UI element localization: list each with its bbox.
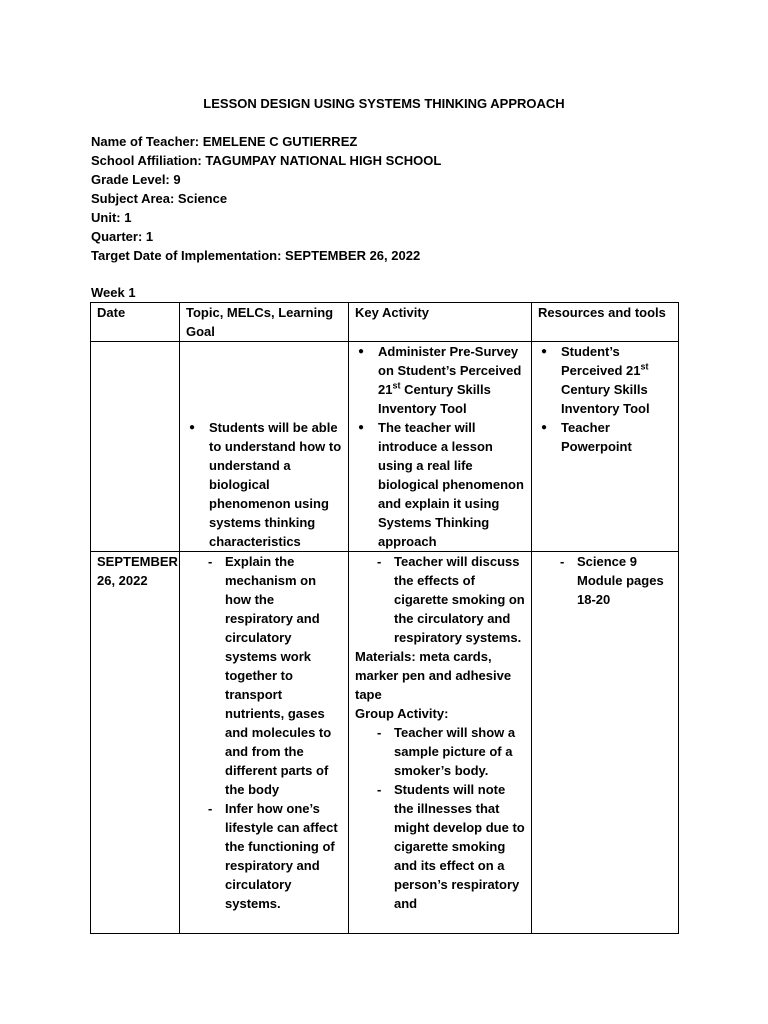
meta-school: School Affiliation: TAGUMPAY NATIONAL HIGH SCHOOL [91,153,442,168]
row1-goal-cell [180,342,349,552]
row1-date-cell [91,342,180,552]
table-header-row [91,303,679,342]
meta-quarter: Quarter: 1 [91,229,154,244]
materials-text: Materials: meta cards, marker pen and adhesive tape [355,649,512,702]
row2-resources-cell [532,552,679,934]
activity-item: ● Administer Pre-Survey on Student’s Perceived 21st Century Skills Inventory Tool [355,342,527,418]
lesson-table [90,302,679,934]
meta-unit: Unit: 1 [91,210,132,225]
meta-target-date: Target Date of Implementation: SEPTEMBER 26, 2022 [91,248,421,263]
row2-melc-cell [180,552,349,934]
meta-grade: Grade Level: 9 [91,172,181,187]
activity-item: - Teacher will discuss the effects of cigarette smoking on the circulatory and respiratory systems. [349,552,527,647]
melc-item: - Explain the mechanism on how the respiratory and circulatory systems work together to transport nutrients, gases and molecules to and from the different parts of the body [180,552,344,799]
document-title: LESSON DESIGN USING SYSTEMS THINKING APPROACH [203,96,565,111]
meta-subject: Subject Area: Science [91,191,228,206]
resource-item: ● Teacher Powerpoint [538,418,674,456]
goal-item: ● Students will be able to understand how to understand a biological phenomenon using systems thinking characteristics [186,418,344,551]
resource-item: ● Student’s Perceived 21st Century Skills Inventory Tool [538,342,674,418]
table-row [91,552,679,934]
lesson-meta [91,132,441,265]
row1-resources-cell [532,342,679,552]
row1-activity-cell [349,342,532,552]
row2-activity-cell [349,552,532,934]
group-activity-label: Group Activity: [355,706,449,721]
resource-item: - Science 9 Module pages 18-20 [532,552,674,609]
row2-date-cell: SEPTEMBER 26, 2022 [91,552,180,934]
header-resources: Resources and tools [532,303,679,342]
header-date: Date [91,303,180,342]
header-key-activity: Key Activity [349,303,532,342]
activity-item: - Students will note the illnesses that might develop due to cigarette smoking and its effect on a person’s respiratory and [349,780,527,913]
meta-teacher: Name of Teacher: EMELENE C GUTIERREZ [91,134,358,149]
activity-item: ● The teacher will introduce a lesson using a real life biological phenomenon and explain it using Systems Thinking approach [355,418,527,551]
melc-item: - Infer how one’s lifestyle can affect the functioning of respiratory and circulatory systems. [180,799,344,913]
week-label: Week 1 [91,285,136,300]
table-row [91,342,679,552]
activity-item: - Teacher will show a sample picture of a smoker’s body. [349,723,527,780]
header-topic: Topic, MELCs, Learning Goal [180,303,349,342]
